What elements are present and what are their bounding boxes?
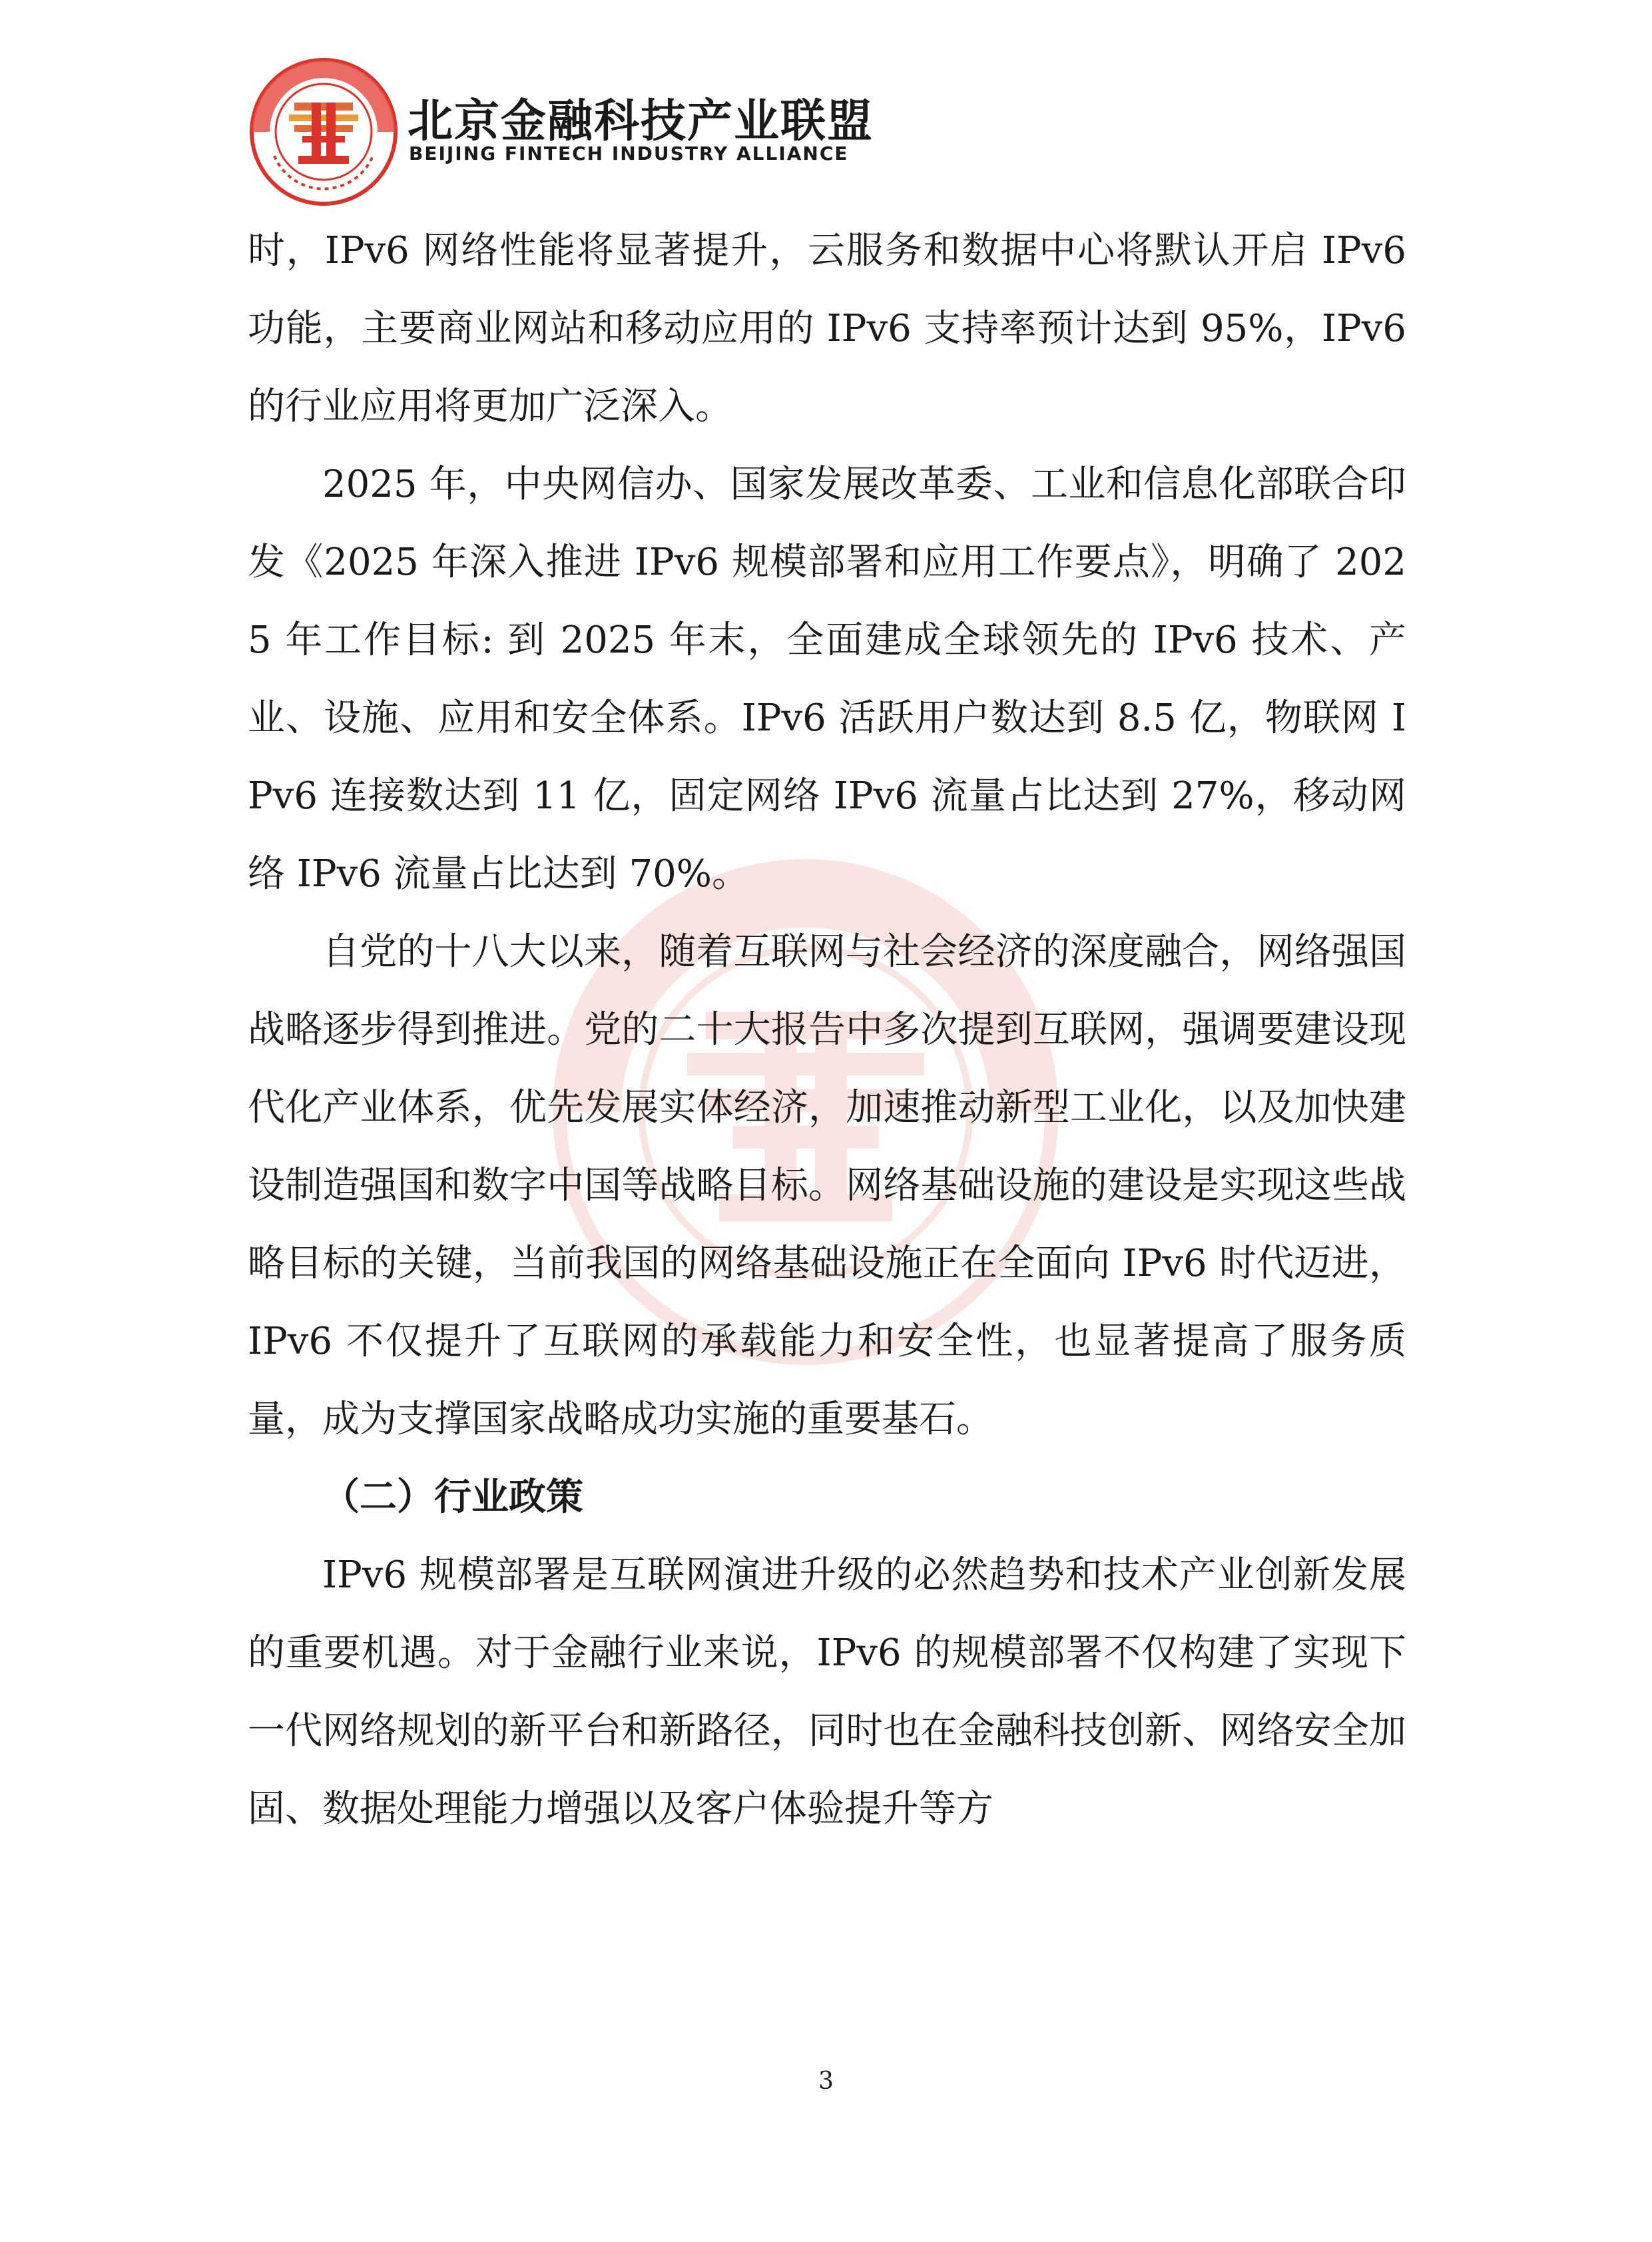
paragraph-continuation: 时，IPv6 网络性能将显著提升，云服务和数据中心将默认开启 IPv6 功能，主要商业网站和移动应用的 IPv6 支持率预计达到 95%，IPv6 的行业应用将更加广泛深入。 [248, 229, 1406, 428]
paragraph-national-strategy: 自党的十八大以来，随着互联网与社会经济的深度融合，网络强国战略逐步得到推进。党的二十大报告中多次提到互联网，强调要建设现代化产业体系，优先发展实体经济，加速推动新型工业化，以及加快建设制造强国和数字中国等战略目标。网络基础设施的建设是实现这些战略目标的关键，当前我国的网络基础设施正在全面向 IPv6 时代迈进，IPv6 不仅提升了互联网的承载能力和安全性，也显著提高了服务质量，成为支撑国家战略成功实施的重要基石。 [248, 930, 1406, 1441]
paragraph-ipv6-2025-goals: 2025 年，中央网信办、国家发展改革委、工业和信息化部联合印发《2025 年深入推进 IPv6 规模部署和应用工作要点》，明确了 2025 年工作目标: 到 2025 年末，全面建成全球领先的 IPv6 技术、产业、设施、应用和安全体系。IPv6 活跃用户数达到 8.5 亿，物联网 IPv6 连接数达到 11 亿，固定网络 IPv6 流量占比达到 27%，移动网络 IPv6 流量占比达到 70%。 [248, 463, 1406, 896]
paragraph-industry-policy: IPv6 规模部署是互联网演进升级的必然趋势和技术产业创新发展的重要机遇。对于金融行业来说，IPv6 的规模部署不仅构建了实现下一代网络规划的新平台和新路径，同时也在金融科技创新、网络安全加固、数据处理能力增强以及客户体验提升等方 [248, 1553, 1406, 1830]
organization-name: 北京金融科技产业联盟 [408, 95, 874, 148]
document-body [248, 212, 1406, 1848]
organization-name-english: BEIJING FINTECH INDUSTRY ALLIANCE [409, 142, 849, 164]
alliance-seal-logo-icon [248, 56, 400, 208]
page-header [248, 56, 874, 209]
section-heading-industry-policy: （二）行业政策 [322, 1476, 583, 1519]
page-number: 3 [818, 2068, 834, 2095]
